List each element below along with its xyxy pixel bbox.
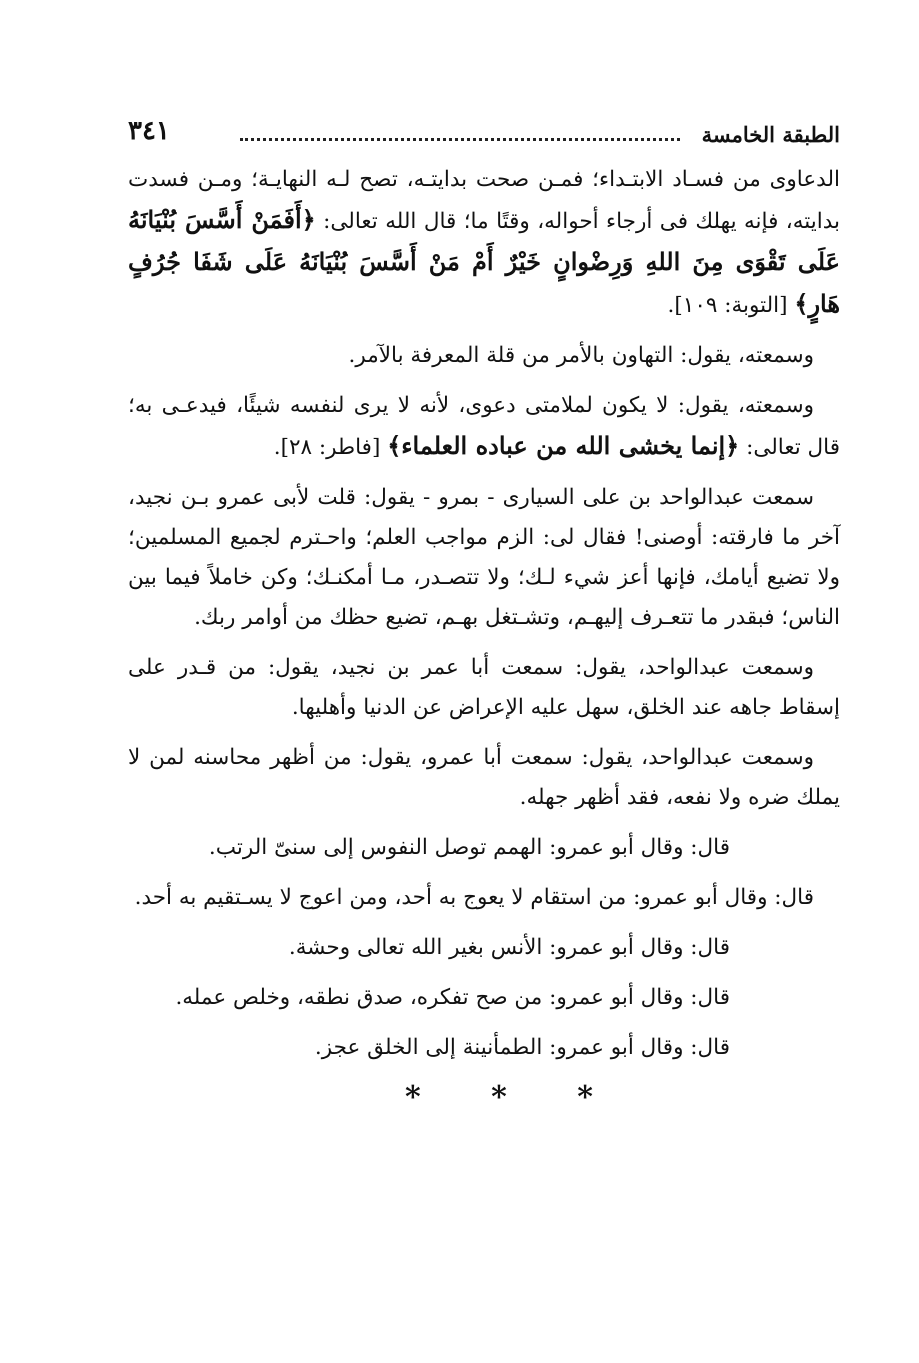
page-number: ٣٤١ [128,116,170,146]
paragraph-11: قال: وقال أبو عمرو: الطمأنينة إلى الخلق عجز. [314,1035,730,1060]
paragraph-7: قال: وقال أبو عمرو: الهمم توصل النفوس إلى سنىّ الرتب. [208,835,730,860]
paragraph-3: وسمعته، يقول: لا يكون لملامتى دعوى، لأنه لا يرى لنفسه شيئًا، فيدعـى به؛ قال تعالى: ﴿إنما يخشى الله من عباده العلماء﴾ [فاطر: ٢٨]. [128,393,840,460]
paragraph-6: وسمعت عبدالواحد، يقول: سمعت أبا عمرو، يقول: من أظهر محاسنه لمن لا يملك ضره ولا نفعه، فقد أظهر جهله. [128,745,840,810]
running-header [128,112,840,152]
paragraph-9: قال: وقال أبو عمرو: الأنس بغير الله تعالى وحشة. [288,935,730,960]
paragraph-8: قال: وقال أبو عمرو: من استقام لا يعوج به أحد، ومن اعوج لا يسـتقيم به أحد. [134,885,814,910]
paragraph-5: وسمعت عبدالواحد، يقول: سمعت أبا عمر بن نجيد، يقول: من قـدر على إسقاط جاهه عند الخلق، سهل عليه الإعراض عن الدنيا وأهليها. [128,655,840,720]
quran-quote: ﴿إنما يخشى الله من عباده العلماء﴾ [387,431,740,460]
paragraph-2: وسمعته، يقول: التهاون بالأمر من قلة المعرفة بالآمر. [348,343,814,368]
quran-quote: ﴿أَفَمَنْ أَسَّسَ بُنْيَانَهُ عَلَى تَقْوَى مِنَ اللهِ وَرِضْوانٍ خَيْرٌ أَمْ مَنْ أَسَّسَ بُنْيَانَهُ عَلَى شَفَا جُرُفٍ هَارٍ﴾ [128,205,840,318]
leader-dots [240,138,680,141]
paragraph-10: قال: وقال أبو عمرو: من صح تفكره، صدق نطقه، وخلص عمله. [175,985,730,1010]
section-end-asterisks: * * * [405,1080,623,1115]
page-body [128,160,840,1118]
paragraph-1: الدعاوى من فسـاد الابتـداء؛ فمـن صحت بدايتـه، تصح لـه النهايـة؛ ومـن فسدت بدايته، فإنه يهلك فى أرجاء أحواله، وقتًا ما؛ قال الله تعالى: ﴿أَفَمَنْ أَسَّسَ بُنْيَانَهُ عَلَى تَقْوَى مِنَ اللهِ وَرِضْوانٍ خَيْرٌ أَمْ مَنْ أَسَّسَ بُنْيَانَهُ عَلَى شَفَا جُرُفٍ هَارٍ﴾ [التوبة: ١٠٩]. [128,167,840,318]
paragraph-4: سمعت عبدالواحد بن على السيارى - بمرو - يقول: قلت لأبى عمرو بـن نجيد، آخر ما فارقته: أوصنى! فقال لى: الزم مواجب العلم؛ واحـترم لجميع المسلمين؛ ولا تضيع أيامك، فإنها أعز شيء لـك؛ ولا تتصـدر، مـا أمكنـك؛ وكن خاملاً فيما بين الناس؛ فبقدر ما تتعـرف إليهـم، وتشـتغل بهـم، تضيع حظك من أوامر ربك. [128,485,840,630]
chapter-title: الطبقة الخامسة [701,122,840,147]
